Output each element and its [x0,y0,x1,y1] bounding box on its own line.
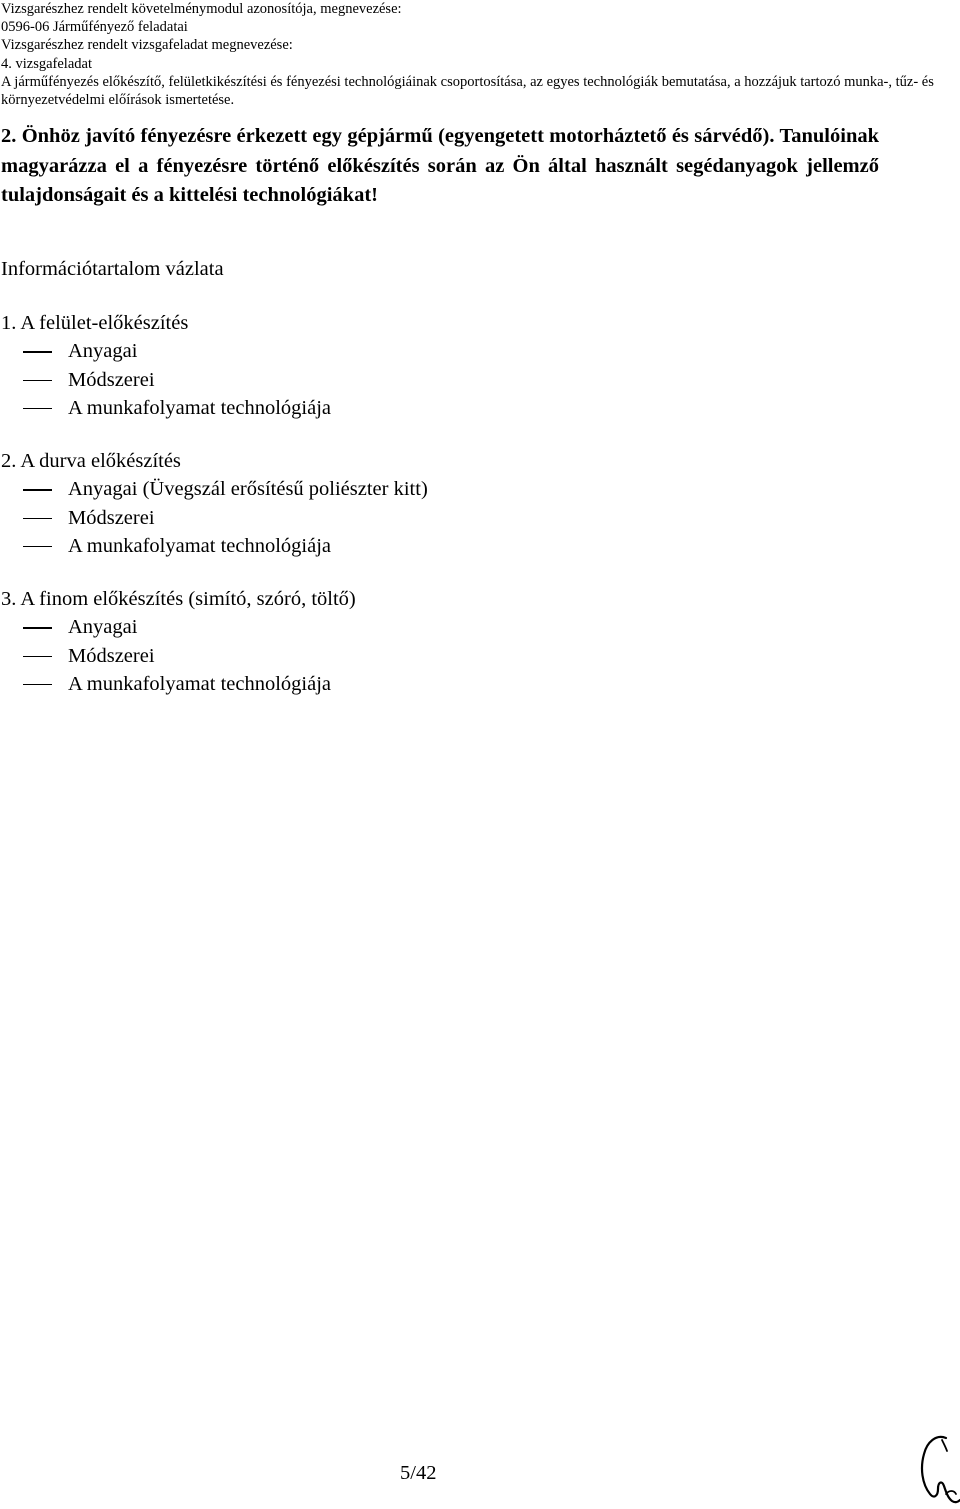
header-line-module-name: 0596-06 Járműfényező feladatai [1,19,188,36]
dash-bullet-icon [23,489,52,491]
page-number: 5/42 [400,1462,437,1484]
outline-title: Információtartalom vázlata [1,258,224,280]
list-item [1,642,901,670]
list-item [1,670,901,698]
list-item-text: Módszerei [68,506,155,529]
section-title: 2. A durva előkészítés [1,450,181,472]
outline-section-2 [1,447,901,560]
document-header [1,0,951,109]
header-line-task-label: Vizsgarészhez rendelt vizsgafeladat megnevezése: [1,37,293,54]
list-item [1,475,901,503]
dash-bullet-icon [23,684,52,686]
header-task-description: A járműfényezés előkészítő, felületkikészítési és fényezési technológiáinak csoportosítása, az egyes technológiák bemutatása, a hozzájuk tartozó munka-, tűz- és környezetvédelmi előírások ismertetése. [1,73,934,109]
list-item [1,532,901,560]
dash-bullet-icon [23,518,52,520]
list-item [1,394,901,422]
outline-section-1 [1,309,901,422]
list-item [1,504,901,532]
header-line-module-label: Vizsgarészhez rendelt követelménymodul azonosítója, megnevezése: [1,1,402,17]
list-item-text: A munkafolyamat technológiája [68,534,332,557]
dash-bullet-icon [23,546,52,548]
signature-icon [916,1432,960,1509]
dash-bullet-icon [23,380,52,382]
list-item-text: Anyagai [68,340,138,363]
list-item-text: A munkafolyamat technológiája [68,396,332,419]
dash-bullet-icon [23,627,52,629]
dash-bullet-icon [23,351,52,353]
list-item [1,613,901,641]
list-item-text: Módszerei [68,644,155,667]
dash-bullet-icon [23,408,52,410]
list-item-text: A munkafolyamat technológiája [68,672,332,695]
section-title: 3. A finom előkészítés (simító, szóró, töltő) [1,588,356,610]
list-item-text: Anyagai (Üvegszál erősítésű poliészter kitt) [68,478,428,501]
header-line-task-name: 4. vizsgafeladat [1,55,92,72]
list-item-text: Módszerei [68,368,155,391]
list-item-text: Anyagai [68,616,138,639]
task-statement [1,122,879,211]
task-text: 2. Önhöz javító fényezésre érkezett egy gépjármű (egyengetett motorháztető és sárvédő). Tanulóinak magyarázza el a fényezésre történő előkészítés során az Ön által használt segédanyagok jellemző tulajdonságait és a kittelési technológiákat! [1,125,879,206]
section-title: 1. A felület-előkészítés [1,312,189,334]
outline-section-3 [1,585,901,698]
list-item [1,337,901,365]
list-item [1,366,901,394]
dash-bullet-icon [23,656,52,658]
